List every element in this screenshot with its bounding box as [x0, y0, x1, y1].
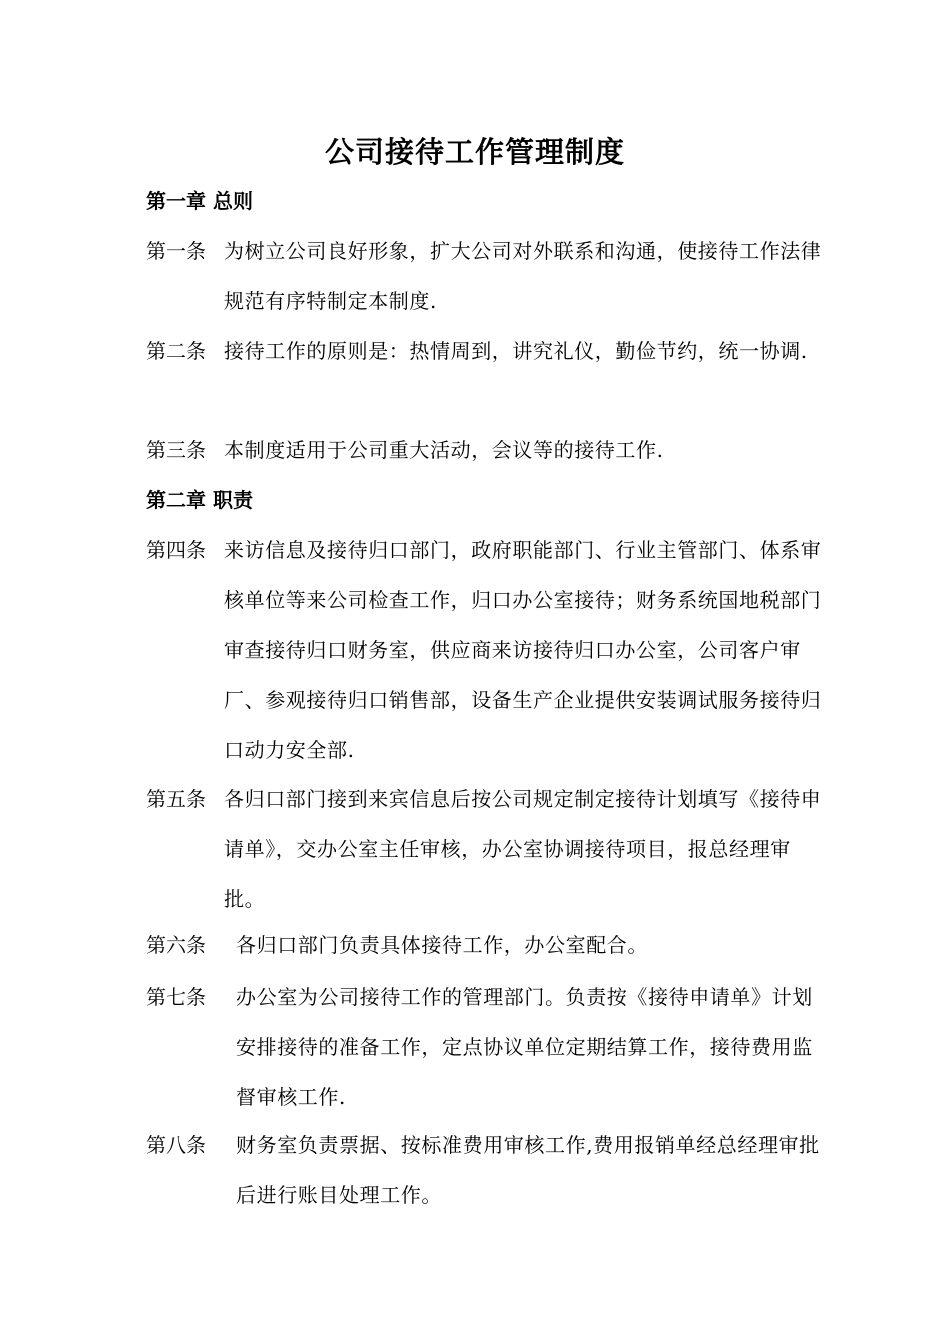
chapter-heading-1: 第一章 总则: [146, 189, 253, 213]
article-7: [146, 972, 826, 1122]
article-5: [146, 774, 826, 924]
article-text: 为树立公司良好形象，扩大公司对外联系和沟通，使接待工作法律规范有序特制定本制度.: [224, 239, 822, 313]
article-1: [146, 226, 826, 326]
article-4: [146, 525, 826, 775]
article-text: 财务室负责票据、按标准费用审核工作,费用报销单经总经理审批后进行账目处理工作。: [236, 1133, 820, 1207]
article-text: 来访信息及接待归口部门，政府职能部门、行业主管部门、体系审核单位等来公司检查工作，归口办公室接待；财务系统国地税部门审查接待归口财务室，供应商来访接待归口办公室，公司客户审厂、参观接待归口销售部，设备生产企业提供安装调试服务接待归口动力安全部.: [224, 538, 822, 762]
article-6: [146, 920, 826, 970]
article-label: 第三条: [146, 438, 206, 462]
article-text: 各归口部门接到来宾信息后按公司规定制定接待计划填写《接待申请单》，交办公室主任审核，办公室协调接待项目，报总经理审批。: [224, 787, 822, 911]
article-text: 接待工作的原则是：热情周到，讲究礼仪，勤俭节约，统一协调.: [224, 339, 808, 363]
article-label: 第六条: [146, 933, 206, 957]
article-2: [146, 326, 826, 376]
article-label: 第四条: [146, 538, 206, 562]
article-text: 各归口部门负责具体接待工作，办公室配合。: [236, 933, 648, 957]
document-title: 公司接待工作管理制度: [324, 135, 625, 169]
article-label: 第七条: [146, 985, 206, 1009]
article-label: 第八条: [146, 1133, 206, 1157]
article-label: 第一条: [146, 239, 206, 263]
article-3: [146, 425, 826, 475]
article-label: 第五条: [146, 787, 206, 811]
article-label: 第二条: [146, 339, 206, 363]
article-text: 办公室为公司接待工作的管理部门。负责按《接待申请单》计划安排接待的准备工作，定点协议单位定期结算工作，接待费用监督审核工作.: [236, 985, 813, 1109]
article-8: [146, 1120, 826, 1220]
chapter-heading-2: 第二章 职责: [146, 488, 253, 512]
article-text: 本制度适用于公司重大活动，会议等的接待工作.: [224, 438, 664, 462]
